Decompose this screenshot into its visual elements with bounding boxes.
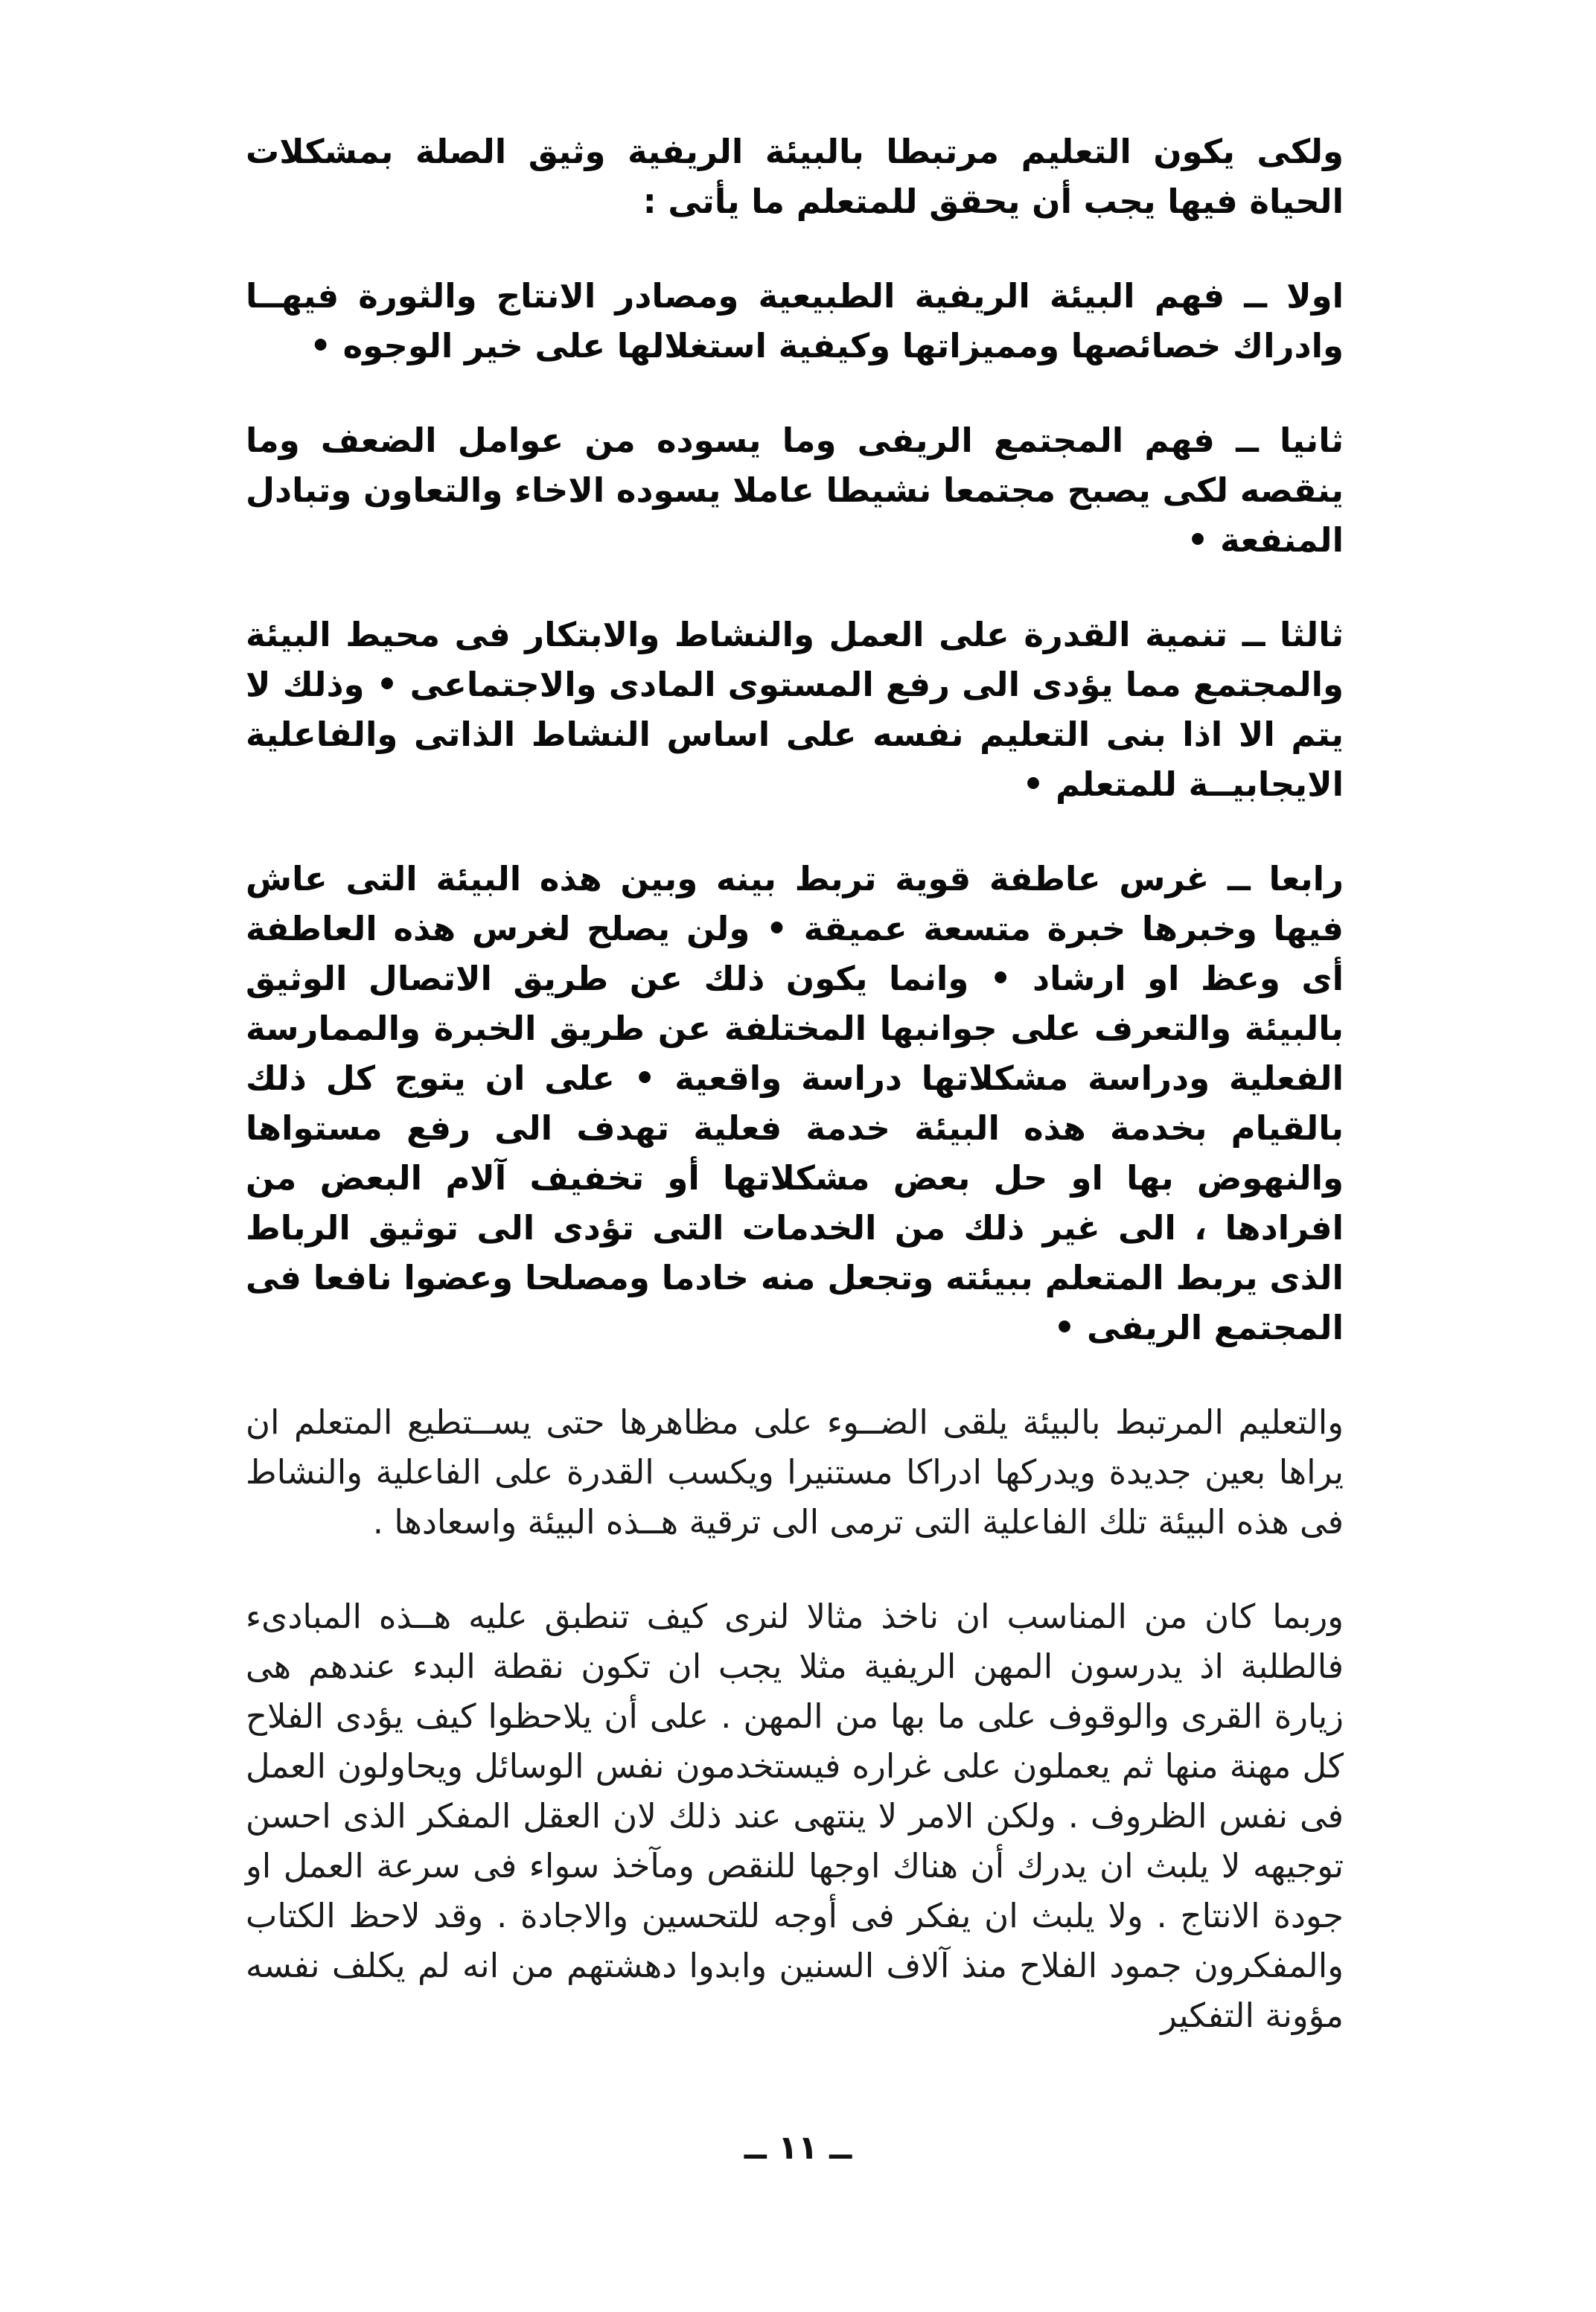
intro-paragraph: ولكى يكون التعليم مرتبطا بالبيئة الريفية وثيق الصلة بمشكلات الحياة فيها يجب أن يحقق للمتعلم ما يأتى : [246,132,1344,221]
environment-education-paragraph: والتعليم المرتبط بالبيئة يلقى الضــوء على مظاهرها حتى يســتطيع المتعلم ان يراها بعين جديدة ويدركها ادراكا مستنيرا ويكسب القدرة على الفاعلية والنشاط فى هذه البيئة تلك الفاعلية التى ترمى الى ترقية هــذه البيئة واسعادها . [246,1402,1344,1542]
page-body [246,127,1344,2040]
point-two-paragraph: ثانيا ــ فهم المجتمع الريفى وما يسوده من عوامل الضعف وما ينقصه لكى يصبح مجتمعا نشيطا عاملا يسوده الاخاء والتعاون وتبادل المنفعة • [246,421,1344,560]
page-number: ــ ١١ ــ [744,2129,852,2167]
point-three-paragraph: ثالثا ــ تنمية القدرة على العمل والنشاط والابتكار فى محيط البيئة والمجتمع مما يؤدى الى رفع المستوى المادى والاجتماعى • وذلك لا يتم الا اذا بنى التعليم نفسه على اساس النشاط الذاتى والفاعلية الايجابيــة للمتعلم • [246,615,1344,804]
point-one-paragraph: اولا ــ فهم البيئة الريفية الطبيعية ومصادر الانتاج والثورة فيهــا وادراك خصائصها ومميزاتها وكيفية استغلالها على خير الوجوه • [246,276,1344,365]
example-paragraph: وربما كان من المناسب ان ناخذ مثالا لنرى كيف تنطبق عليه هــذه المبادىء فالطلبة اذ يدرسون المهن الريفية مثلا يجب ان تكون نقطة البدء عندهم هى زيارة القرى والوقوف على ما بها من المهن . على أن يلاحظوا كيف يؤدى الفلاح كل مهنة منها ثم يعملون على غراره فيستخدمون نفس الوسائل ويحاولون العمل فى نفس الظروف . ولكن الامر لا ينتهى عند ذلك لان العقل المفكر الذى احسن توجيهه لا يلبث ان يدرك أن هناك اوجها للنقص ومآخذ سواء فى سرعة العمل او جودة الانتاج . ولا يلبث ان يفكر فى أوجه للتحسين والاجادة . وقد لاحظ الكتاب والمفكرون جمود الفلاح منذ آلاف السنين وابدوا دهشتهم من انه لم يكلف نفسه مؤونة التفكير [246,1597,1344,2035]
point-four-paragraph: رابعا ــ غرس عاطفة قوية تربط بينه وبين هذه البيئة التى عاش فيها وخبرها خبرة متسعة عميقة • ولن يصلح لغرس هذه العاطفة أى وعظ او ارشاد • وانما يكون ذلك عن طريق الاتصال الوثيق بالبيئة والتعرف على جوانبها المختلفة عن طريق الخبرة والممارسة الفعلية ودراسة مشكلاتها دراسة واقعية • على ان يتوج كل ذلك بالقيام بخدمة هذه البيئة خدمة فعلية تهدف الى رفع مستواها والنهوض بها او حل بعض مشكلاتها أو تخفيف آلام البعض من افرادها ، الى غير ذلك من الخدمات التى تؤدى الى توثيق الرباط الذى يربط المتعلم ببيئته وتجعل منه خادما ومصلحا وعضوا نافعا فى المجتمع الريفى • [246,859,1344,1347]
